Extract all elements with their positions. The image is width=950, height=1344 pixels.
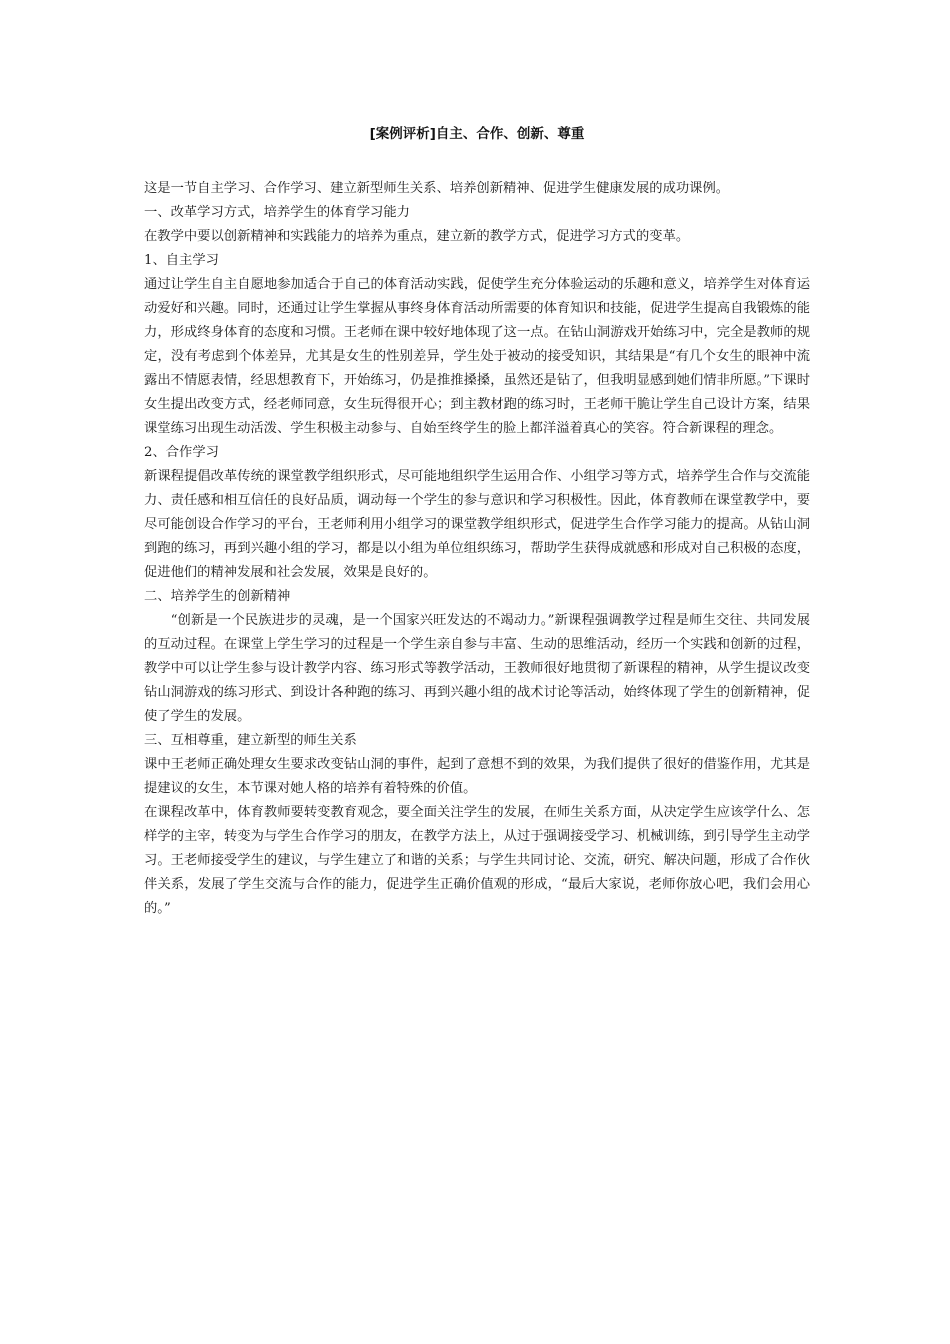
section-heading: 三、互相尊重，建立新型的师生关系 bbox=[144, 733, 357, 748]
section-heading: 二、培养学生的创新精神 bbox=[144, 589, 291, 604]
section-heading: 2、合作学习 bbox=[144, 445, 219, 460]
paragraph: 在教学中要以创新精神和实践能力的培养为重点，建立新的教学方式，促进学习方式的变革。 bbox=[144, 229, 690, 244]
paragraph: 在课程改革中，体育教师要转变教育观念，要全面关注学生的发展，在师生关系方面，从决定学生应该学什么、怎样学的主宰，转变为与学生合作学习的朋友，在教学方法上，从过于强调接受学习、机械训练，到引导学生主动学习。王老师接受学生的建议，与学生建立了和谐的关系；与学生共同讨论、交流，研究、解决问题，形成了合作伙伴关系，发展了学生交流与合作的能力，促进学生正确价值观的形成，“最后大家说，老师你放心吧，我们会用心的。” bbox=[144, 805, 810, 916]
document-page bbox=[144, 124, 810, 921]
paragraph: 通过让学生自主自愿地参加适合于自己的体育活动实践，促使学生充分体验运动的乐趣和意义，培养学生对体育运动爱好和兴趣。同时，还通过让学生掌握从事终身体育活动所需要的体育知识和技能，促进学生提高自我锻炼的能力，形成终身体育的态度和习惯。王老师在课中较好地体现了这一点。在钻山洞游戏开始练习中，完全是教师的规定，没有考虑到个体差异，尤其是女生的性别差异，学生处于被动的接受知识，其结果是“有几个女生的眼神中流露出不情愿表情，经思想教育下，开始练习，仍是推推搡搡，虽然还是钻了，但我明显感到她们情非所愿。”下课时女生提出改变方式，经老师同意，女生玩得很开心；到主教材跑的练习时，王老师干脆让学生自己设计方案，结果课堂练习出现生动活泼、学生积极主动参与、自始至终学生的脸上都洋溢着真心的笑容。符合新课程的理念。 bbox=[144, 277, 810, 436]
document-body bbox=[144, 177, 810, 921]
paragraph: 这是一节自主学习、合作学习、建立新型师生关系、培养创新精神、促进学生健康发展的成功课例。 bbox=[144, 181, 730, 196]
paragraph: “创新是一个民族进步的灵魂，是一个国家兴旺发达的不竭动力。”新课程强调教学过程是师生交往、共同发展的互动过程。在课堂上学生学习的过程是一个学生亲自参与丰富、生动的思维活动，经历一个实践和创新的过程，教学中可以让学生参与设计教学内容、练习形式等教学活动，王教师很好地贯彻了新课程的精神，从学生提议改变钻山洞游戏的练习形式、到设计各种跑的练习、再到兴趣小组的战术讨论等活动，始终体现了学生的创新精神，促使了学生的发展。 bbox=[144, 613, 810, 724]
paragraph: 新课程提倡改革传统的课堂教学组织形式，尽可能地组织学生运用合作、小组学习等方式，培养学生合作与交流能力、责任感和相互信任的良好品质，调动每一个学生的参与意识和学习积极性。因此，体育教师在课堂教学中，要尽可能创设合作学习的平台，王老师利用小组学习的课堂教学组织形式，促进学生合作学习能力的提高。从钻山洞到跑的练习，再到兴趣小组的学习，都是以小组为单位组织练习，帮助学生获得成就感和形成对自己积极的态度，促进他们的精神发展和社会发展，效果是良好的。 bbox=[144, 469, 810, 580]
document-title: [案例评析]自主、合作、创新、尊重 bbox=[369, 126, 585, 142]
paragraph: 课中王老师正确处理女生要求改变钻山洞的事件，起到了意想不到的效果，为我们提供了很好的借鉴作用，尤其是提建议的女生，本节课对她人格的培养有着特殊的价值。 bbox=[144, 757, 810, 796]
section-heading: 1、自主学习 bbox=[144, 253, 219, 268]
section-heading: 一、改革学习方式，培养学生的体育学习能力 bbox=[144, 205, 410, 220]
